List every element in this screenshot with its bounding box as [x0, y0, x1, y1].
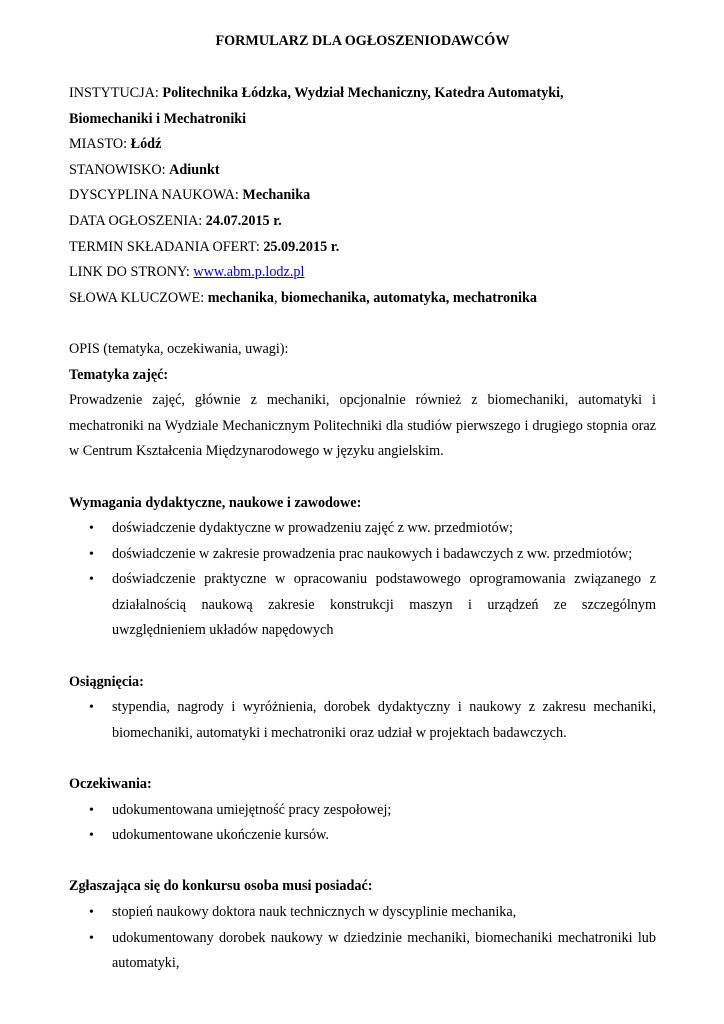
list-item — [69, 695, 656, 746]
spacer — [69, 465, 656, 491]
city-field — [69, 132, 656, 158]
list-item-text: doświadczenie dydaktyczne w prowadzeniu zajęć z ww. przedmiotów; — [112, 520, 513, 537]
list-item — [69, 926, 656, 977]
achievements-list — [69, 695, 656, 746]
list-item-text: doświadczenie w zakresie prowadzenia prac naukowych i badawczych z ww. przedmiotów; — [112, 545, 633, 562]
list-item — [69, 567, 656, 644]
list-item-text: stypendia, nagrody i wyróżnienia, dorobek dydaktyczny i naukowy z zakresu mechaniki, biomechaniki, automatyki i mechatroniki oraz udział w projektach badawczych. — [112, 699, 656, 741]
bullet-icon: • — [89, 905, 94, 920]
list-item-text: stopień naukowy doktora nauk technicznych w dyscyplinie mechanika, — [112, 904, 517, 920]
spacer — [69, 311, 656, 337]
list-item — [69, 823, 656, 849]
link-field — [69, 260, 656, 286]
bullet-icon: • — [89, 828, 94, 844]
deadline-field — [69, 235, 656, 261]
keywords-label: SŁOWA KLUCZOWE: — [69, 289, 205, 306]
spacer — [69, 644, 656, 670]
discipline-field — [69, 183, 656, 209]
page-title: FORMULARZ DLA OGŁOSZENIODAWCÓW — [215, 33, 510, 49]
city-label: MIASTO: — [69, 136, 128, 153]
position-field — [69, 158, 656, 184]
city-value: Łódź — [130, 136, 162, 153]
deadline-label: TERMIN SKŁADANIA OFERT: — [69, 238, 260, 255]
topics-text: Prowadzenie zajęć, głównie z mechaniki, opcjonalnie również z biomechaniki, automatyki i mechatroniki na Wydziale Mechanicznym Politechniki dla studiów pierwszego i drugiego stopnia oraz w Centrum Kształcenia Międzynarodowego w języku angielskim. — [69, 392, 656, 460]
institution-value-line1: Politechnika Łódzka, Wydział Mechaniczny, Katedra Automatyki, — [162, 85, 564, 101]
institution-label: INSTYTUCJA: — [69, 85, 159, 101]
topics-heading: Tematyka zajęć: — [69, 366, 169, 383]
bullet-icon: • — [89, 521, 94, 537]
keywords-value-2: biomechanika, automatyka, mechatronika — [281, 289, 537, 306]
keywords-value-1: mechanika — [207, 289, 274, 306]
bullet-icon: • — [89, 802, 94, 818]
position-value: Adiunkt — [169, 161, 220, 178]
date-value: 24.07.2015 r. — [205, 212, 282, 229]
institution-field — [69, 81, 656, 107]
list-item-text: udokumentowany dorobek naukowy w dziedzinie mechaniki, biomechaniki mechatroniki lub automatyki, — [112, 929, 656, 972]
spacer — [69, 849, 656, 875]
list-item-text: udokumentowane ukończenie kursów. — [112, 827, 329, 844]
list-item — [69, 516, 656, 542]
spacer — [69, 746, 656, 772]
list-item — [69, 542, 656, 568]
list-item — [69, 798, 656, 824]
candidate-heading: Zgłaszająca się do konkursu osoba musi posiadać: — [69, 878, 373, 895]
keywords-separator: , — [273, 289, 282, 306]
institution-field-cont — [69, 107, 656, 133]
deadline-value: 25.09.2015 r. — [263, 238, 340, 255]
website-link[interactable]: www.abm.p.lodz.pl — [193, 264, 305, 281]
expectations-list — [69, 798, 656, 849]
bullet-icon: • — [89, 572, 94, 588]
date-field — [69, 209, 656, 235]
bullet-icon: • — [89, 700, 94, 716]
description-label: OPIS (tematyka, oczekiwania, uwagi): — [69, 340, 289, 357]
list-item-text: doświadczenie praktyczne w opracowaniu podstawowego oprogramowania związanego z działalnością naukową zakresie konstrukcji maszyn i urządzeń ze szczególnym uwzględnieniem układów napędowych — [112, 571, 656, 639]
requirements-heading: Wymagania dydaktyczne, naukowe i zawodowe: — [69, 494, 362, 511]
bullet-icon: • — [89, 546, 94, 562]
expectations-heading: Oczekiwania: — [69, 776, 152, 793]
keywords-field — [69, 286, 656, 312]
position-label: STANOWISKO: — [69, 161, 166, 178]
discipline-label: DYSCYPLINA NAUKOWA: — [69, 187, 239, 204]
achievements-heading: Osiągnięcia: — [69, 673, 144, 690]
bullet-icon: • — [89, 930, 94, 946]
date-label: DATA OGŁOSZENIA: — [69, 212, 203, 229]
list-item-text: udokumentowana umiejętność pracy zespołowej; — [112, 801, 392, 818]
link-label: LINK DO STRONY: — [69, 264, 190, 281]
candidate-list — [69, 900, 656, 977]
institution-value-line2: Biomechaniki i Mechatroniki — [69, 110, 247, 127]
requirements-list — [69, 516, 656, 644]
list-item — [69, 900, 656, 926]
discipline-value: Mechanika — [242, 187, 311, 204]
